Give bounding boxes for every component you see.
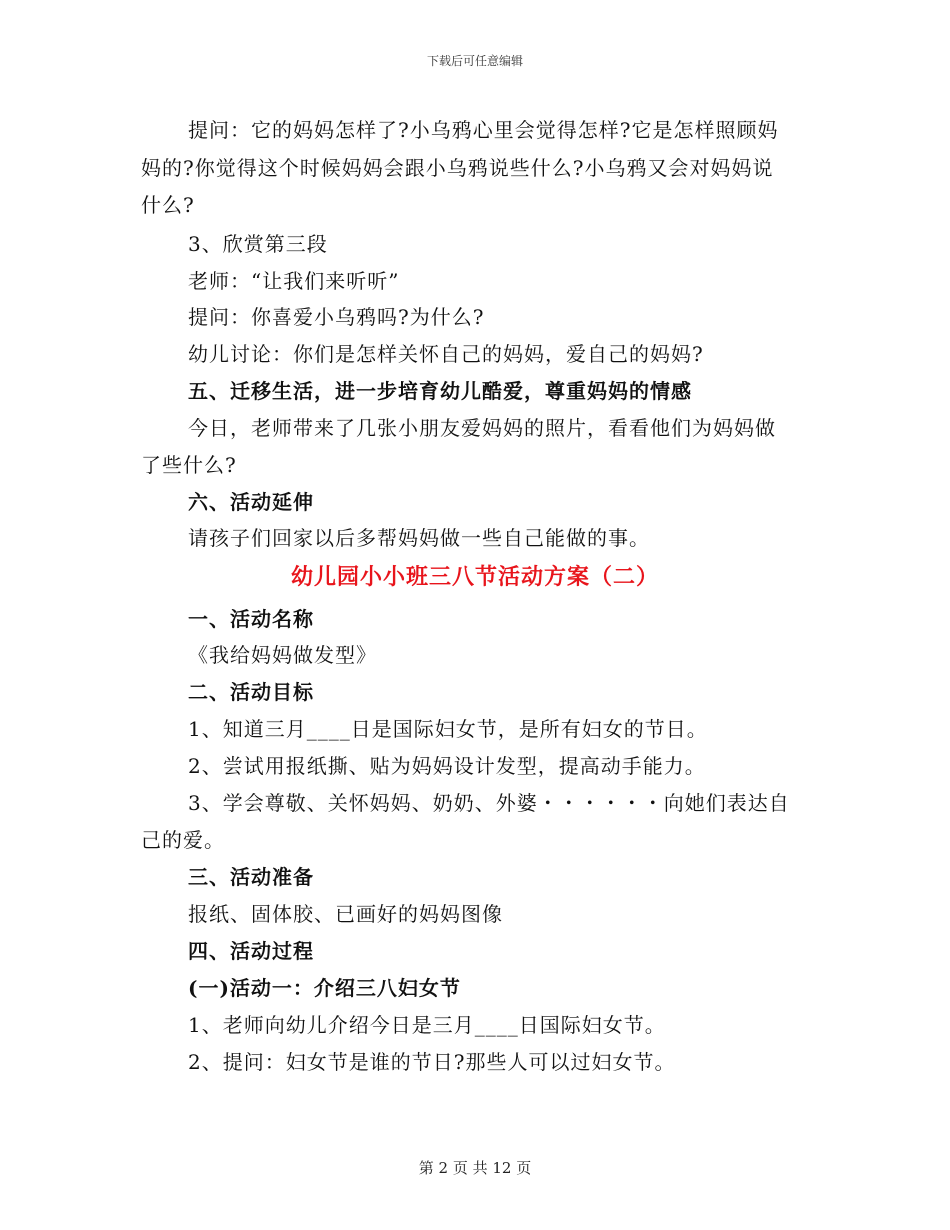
section-heading: 一、活动名称 [188, 607, 314, 631]
body-text: 报纸、固体胶、已画好的妈妈图像 [188, 902, 503, 926]
body-text: 3、学会尊敬、关怀妈妈、奶奶、外婆・・・・・・向她们表达自 [188, 791, 790, 815]
body-text: 《我给妈妈做发型》 [188, 643, 377, 667]
body-text: 1、老师向幼儿介绍今日是三月____日国际妇女节。 [188, 1013, 666, 1037]
body-text: 今日，老师带来了几张小朋友爱妈妈的照片，看看他们为妈妈做 [188, 416, 776, 440]
body-text: 请孩子们回家以后多帮妈妈做一些自己能做的事。 [188, 526, 650, 550]
page-footer: 第 2 页 共 12 页 [418, 1159, 532, 1177]
body-text: 什么? [141, 193, 195, 217]
section-heading: 五、迁移生活，进一步培育幼儿酷爱，尊重妈妈的情感 [188, 379, 692, 403]
subsection-heading: (一)活动一：介绍三八妇女节 [188, 976, 461, 1000]
section-heading: 六、活动延伸 [188, 490, 314, 514]
body-text: 2、尝试用报纸撕、贴为妈妈设计发型，提高动手能力。 [188, 754, 706, 778]
body-text: 己的爱。 [141, 828, 225, 852]
body-text: 提问：你喜爱小乌鸦吗?为什么? [188, 305, 485, 329]
body-text: 2、提问：妇女节是谁的节日?那些人可以过妇女节。 [188, 1050, 676, 1074]
document-title: 幼儿园小小班三八节活动方案（二） [290, 564, 659, 590]
body-text: 提问：它的妈妈怎样了?小乌鸦心里会觉得怎样?它是怎样照顾妈 [188, 118, 779, 142]
section-heading: 二、活动目标 [188, 680, 314, 704]
body-text: 1、知道三月____日是国际妇女节，是所有妇女的节日。 [188, 717, 708, 741]
section-heading: 四、活动过程 [188, 939, 314, 963]
page-header: 下载后可任意编辑 [426, 54, 523, 68]
body-text: 幼儿讨论：你们是怎样关怀自己的妈妈，爱自己的妈妈? [188, 342, 704, 366]
body-text: 老师：“让我们来听听” [188, 269, 400, 293]
body-text: 了些什么? [141, 453, 237, 477]
body-text: 妈的?你觉得这个时候妈妈会跟小乌鸦说些什么?小乌鸦又会对妈妈说 [141, 156, 774, 180]
section-heading: 三、活动准备 [188, 865, 314, 889]
body-text: 3、欣赏第三段 [188, 232, 328, 256]
